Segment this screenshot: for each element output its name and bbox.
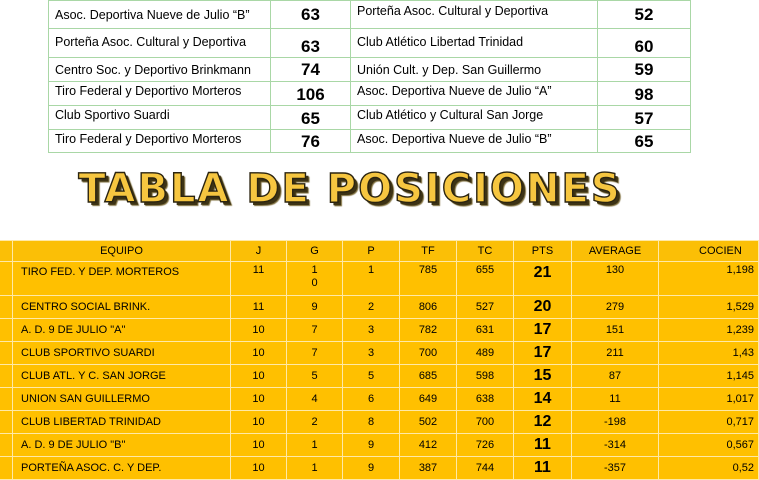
cell-pts: 11 <box>514 457 572 480</box>
home-team: Porteña Asoc. Cultural y Deportiva <box>49 29 271 58</box>
cell-average: 151 <box>572 319 659 342</box>
table-row <box>0 342 759 365</box>
cell-pts: 17 <box>514 319 572 342</box>
result-row <box>49 29 691 58</box>
home-team: Centro Soc. y Deportivo Brinkmann <box>49 58 271 82</box>
header-blank <box>0 241 13 262</box>
cell-p: 5 <box>343 365 400 388</box>
cell-pts: 21 <box>514 262 572 296</box>
cell-tf: 412 <box>400 434 457 457</box>
table-row <box>0 457 759 480</box>
standings-title: TABLA DE POSICIONES <box>78 166 622 212</box>
home-team: Tiro Federal y Deportivo Morteros <box>49 130 271 153</box>
cell-p: 1 <box>343 262 400 296</box>
cell-coef: 1,145 <box>659 365 759 388</box>
team-name: A. D. 9 DE JULIO "A" <box>13 319 231 342</box>
table-row <box>0 296 759 319</box>
home-score: 63 <box>271 1 351 29</box>
cell-g: 1 <box>287 457 343 480</box>
cell-j: 10 <box>231 365 287 388</box>
table-row <box>0 434 759 457</box>
cell-pts: 20 <box>514 296 572 319</box>
cell-p: 9 <box>343 434 400 457</box>
cell-tf: 649 <box>400 388 457 411</box>
cell-g: 7 <box>287 319 343 342</box>
team-name: A. D. 9 DE JULIO "B" <box>13 434 231 457</box>
standings-header-row <box>0 241 759 262</box>
home-score: 76 <box>271 130 351 153</box>
team-name: CENTRO SOCIAL BRINK. <box>13 296 231 319</box>
cell-p: 3 <box>343 319 400 342</box>
cell-coef: 1,529 <box>659 296 759 319</box>
cell-tc: 631 <box>457 319 514 342</box>
cell-p: 8 <box>343 411 400 434</box>
cell-average: 211 <box>572 342 659 365</box>
away-team: Club Atlético Libertad Trinidad <box>351 29 598 58</box>
cell-tf: 782 <box>400 319 457 342</box>
cell-p: 9 <box>343 457 400 480</box>
cell-pts: 12 <box>514 411 572 434</box>
header-tc: TC <box>457 241 514 262</box>
cell-j: 11 <box>231 262 287 296</box>
cell-g: 1 <box>287 434 343 457</box>
home-score: 106 <box>271 82 351 106</box>
result-row <box>49 82 691 106</box>
cell-coef: 1,239 <box>659 319 759 342</box>
cell-tc: 744 <box>457 457 514 480</box>
cell-g: 5 <box>287 365 343 388</box>
result-row <box>49 58 691 82</box>
cell-tf: 387 <box>400 457 457 480</box>
cell-g: 9 <box>287 296 343 319</box>
cell-tf: 685 <box>400 365 457 388</box>
cell-average: -198 <box>572 411 659 434</box>
cell-p: 3 <box>343 342 400 365</box>
team-name: PORTEÑA ASOC. C. Y DEP. <box>13 457 231 480</box>
home-team: Tiro Federal y Deportivo Morteros <box>49 82 271 106</box>
away-score: 98 <box>598 82 691 106</box>
cell-j: 11 <box>231 296 287 319</box>
cell-average: 87 <box>572 365 659 388</box>
header-average: AVERAGE <box>572 241 659 262</box>
table-row <box>0 411 759 434</box>
cell-coef: 1,017 <box>659 388 759 411</box>
header-pts: PTS <box>514 241 572 262</box>
results-table <box>48 0 691 153</box>
standings-table <box>0 240 759 480</box>
away-score: 65 <box>598 130 691 153</box>
header-j: J <box>231 241 287 262</box>
header-tf: TF <box>400 241 457 262</box>
table-row <box>0 319 759 342</box>
cell-g: 2 <box>287 411 343 434</box>
away-team: Club Atlético y Cultural San Jorge <box>351 106 598 130</box>
cell-tf: 785 <box>400 262 457 296</box>
cell-tc: 655 <box>457 262 514 296</box>
cell-j: 10 <box>231 342 287 365</box>
cell-pts: 17 <box>514 342 572 365</box>
home-score: 65 <box>271 106 351 130</box>
result-row <box>49 106 691 130</box>
team-name: CLUB ATL. Y C. SAN JORGE <box>13 365 231 388</box>
cell-tc: 489 <box>457 342 514 365</box>
cell-average: 11 <box>572 388 659 411</box>
header-p: P <box>343 241 400 262</box>
away-team: Asoc. Deportiva Nueve de Julio “B” <box>351 130 598 153</box>
header-g: G <box>287 241 343 262</box>
cell-g-bottom: 0 <box>311 277 318 289</box>
cell-g: 4 <box>287 388 343 411</box>
away-team: Unión Cult. y Dep. San Guillermo <box>351 58 598 82</box>
cell-pts: 14 <box>514 388 572 411</box>
away-score: 59 <box>598 58 691 82</box>
away-score: 57 <box>598 106 691 130</box>
cell-j: 10 <box>231 457 287 480</box>
cell-average: -357 <box>572 457 659 480</box>
team-name: CLUB SPORTIVO SUARDI <box>13 342 231 365</box>
cell-tc: 700 <box>457 411 514 434</box>
away-team: Porteña Asoc. Cultural y Deportiva <box>351 1 598 29</box>
cell-average: -314 <box>572 434 659 457</box>
cell-p: 6 <box>343 388 400 411</box>
away-team: Asoc. Deportiva Nueve de Julio “A” <box>351 82 598 106</box>
away-score: 52 <box>598 1 691 29</box>
cell-tf: 806 <box>400 296 457 319</box>
home-team: Asoc. Deportiva Nueve de Julio “B” <box>49 1 271 29</box>
table-row <box>0 388 759 411</box>
cell-pts: 11 <box>514 434 572 457</box>
cell-j: 10 <box>231 388 287 411</box>
cell-coef: 0,567 <box>659 434 759 457</box>
cell-j: 10 <box>231 319 287 342</box>
team-name: TIRO FED. Y DEP. MORTEROS <box>13 262 231 296</box>
cell-j: 10 <box>231 434 287 457</box>
cell-tc: 638 <box>457 388 514 411</box>
cell-pts: 15 <box>514 365 572 388</box>
cell-tf: 700 <box>400 342 457 365</box>
cell-tf: 502 <box>400 411 457 434</box>
team-name: UNION SAN GUILLERMO <box>13 388 231 411</box>
cell-coef: 1,198 <box>659 262 759 296</box>
cell-tc: 527 <box>457 296 514 319</box>
cell-tc: 726 <box>457 434 514 457</box>
cell-average: 279 <box>572 296 659 319</box>
cell-coef: 0,52 <box>659 457 759 480</box>
header-coef: COCIEN <box>659 241 759 262</box>
result-row <box>49 130 691 153</box>
table-row <box>0 365 759 388</box>
cell-j: 10 <box>231 411 287 434</box>
result-row <box>49 1 691 29</box>
cell-g: 7 <box>287 342 343 365</box>
cell-g <box>287 262 343 296</box>
home-score: 63 <box>271 29 351 58</box>
cell-p: 2 <box>343 296 400 319</box>
away-score: 60 <box>598 29 691 58</box>
cell-tc: 598 <box>457 365 514 388</box>
home-score: 74 <box>271 58 351 82</box>
cell-coef: 1,43 <box>659 342 759 365</box>
cell-g-top: 1 <box>311 264 318 276</box>
cell-average: 130 <box>572 262 659 296</box>
table-row <box>0 262 759 296</box>
header-equipo: EQUIPO <box>13 241 231 262</box>
team-name: CLUB LIBERTAD TRINIDAD <box>13 411 231 434</box>
cell-coef: 0,717 <box>659 411 759 434</box>
home-team: Club Sportivo Suardi <box>49 106 271 130</box>
